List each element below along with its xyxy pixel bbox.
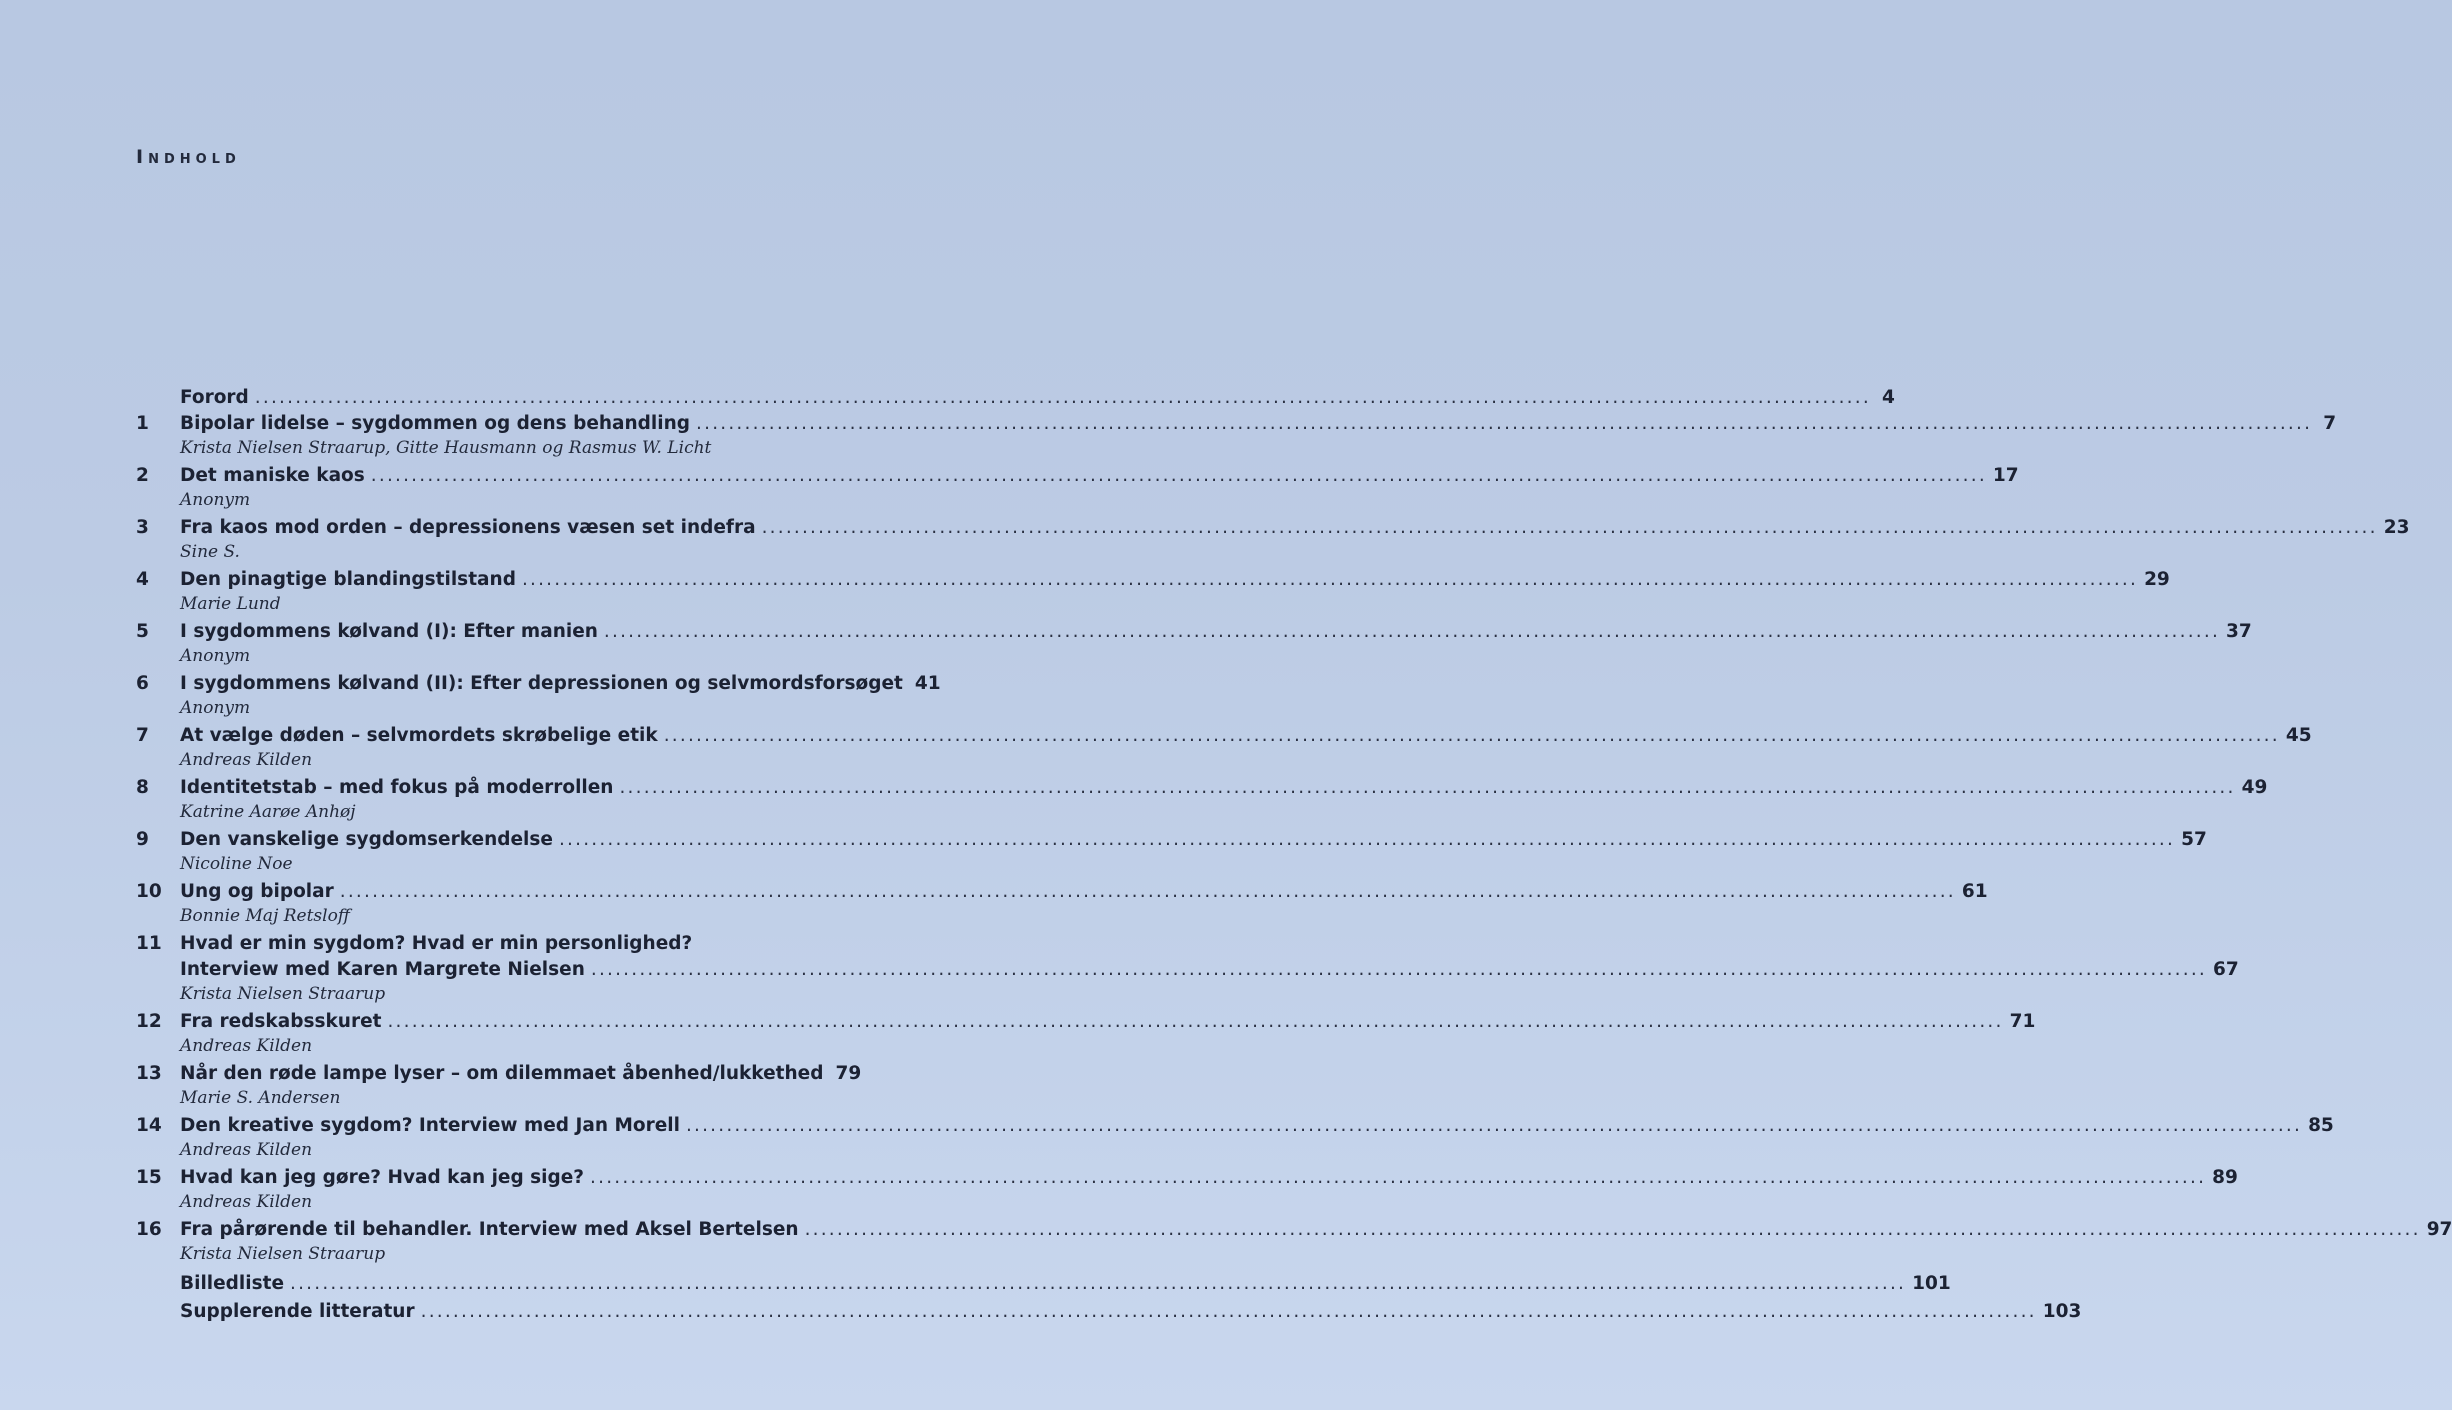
dot-leader: ........................................................................................................................................................................................................	[590, 1167, 2207, 1188]
chapter-title: Forord	[180, 387, 249, 408]
page-number: 101	[1912, 1273, 1951, 1294]
chapter-author: Sine S.	[180, 542, 240, 562]
toc-entry	[136, 567, 2170, 619]
page-number: 57	[2181, 829, 2207, 850]
dot-leader: ........................................................................................................................................................................................................	[761, 517, 2378, 538]
chapter-title: Identitetstab – med fokus på moderrollen	[180, 777, 614, 798]
toc-entry	[136, 1165, 2238, 1217]
chapter-author: Andreas Kilden	[180, 1140, 313, 1160]
chapter-number: 8	[136, 777, 149, 798]
dot-leader: ........................................................................................................................................................................................................	[370, 465, 1987, 486]
chapter-title: Hvad kan jeg gøre? Hvad kan jeg sige?	[180, 1167, 585, 1188]
chapter-author: Krista Nielsen Straarup, Gitte Hausmann og Rasmus W. Licht	[180, 438, 712, 458]
chapter-author: Anonym	[180, 698, 251, 718]
dot-leader: ........................................................................................................................................................................................................	[387, 1011, 2004, 1032]
chapter-author: Andreas Kilden	[180, 1192, 313, 1212]
chapter-author: Bonnie Maj Retsloff	[180, 906, 350, 926]
page-number: 67	[2212, 959, 2239, 980]
chapter-title: At vælge døden – selvmordets skrøbelige etik	[180, 725, 658, 746]
chapter-number: 6	[136, 673, 149, 694]
chapter-title: Det maniske kaos	[180, 465, 365, 486]
page-number: 89	[2212, 1167, 2238, 1188]
page-number: 79	[835, 1063, 862, 1084]
chapter-number: 5	[136, 621, 149, 642]
chapter-title: Hvad er min sygdom? Hvad er min personlighed?	[180, 933, 693, 954]
toc-entry	[136, 723, 2312, 775]
chapter-title: Billedliste	[180, 1273, 284, 1294]
toc-entry	[136, 1271, 1951, 1297]
chapter-author: Andreas Kilden	[180, 750, 313, 770]
toc-entry	[136, 463, 2019, 515]
page-number: 41	[914, 673, 941, 694]
toc-entry	[136, 1299, 2082, 1325]
table-of-contents	[136, 385, 2452, 1325]
toc-entry	[136, 775, 2268, 827]
toc-entry	[136, 931, 2239, 1009]
toc-entry	[136, 1009, 2036, 1061]
dot-leader: ........................................................................................................................................................................................................	[663, 725, 2280, 746]
toc-entry	[136, 1217, 2452, 1269]
toc-entry	[136, 385, 1895, 411]
page-number: 85	[2308, 1115, 2334, 1136]
chapter-number: 13	[136, 1063, 162, 1084]
page-number: 61	[1961, 881, 1988, 902]
chapter-number: 3	[136, 517, 149, 538]
chapter-author: Krista Nielsen Straarup	[180, 984, 386, 1004]
chapter-title: I sygdommens kølvand (I): Efter manien	[180, 621, 598, 642]
chapter-number: 12	[136, 1011, 162, 1032]
chapter-title: Supplerende litteratur	[180, 1301, 415, 1322]
chapter-title: I sygdommens kølvand (II): Efter depressionen og selvmordsforsøget	[180, 673, 903, 694]
chapter-number: 2	[136, 465, 149, 486]
dot-leader: ........................................................................................................................................................................................................	[290, 1273, 1907, 1294]
page-number: 23	[2383, 517, 2410, 538]
toc-entry	[136, 827, 2207, 879]
dot-leader: ........................................................................................................................................................................................................	[420, 1301, 2037, 1322]
chapter-title-continued: Interview med Karen Margrete Nielsen	[180, 959, 585, 980]
page-number: 37	[2226, 621, 2252, 642]
dot-leader: ........................................................................................................................................................................................................	[804, 1219, 2421, 1240]
page-number: 71	[2009, 1011, 2036, 1032]
dot-leader: ........................................................................................................................................................................................................	[521, 569, 2139, 590]
dot-leader: ........................................................................................................................................................................................................	[603, 621, 2221, 642]
dot-leader: ........................................................................................................................................................................................................	[685, 1115, 2303, 1136]
page-number: 103	[2042, 1301, 2082, 1322]
chapter-title: Fra kaos mod orden – depressionens væsen set indefra	[180, 517, 756, 538]
chapter-author: Anonym	[180, 646, 251, 666]
chapter-title: Den vanskelige sygdomserkendelse	[180, 829, 553, 850]
page-number: 7	[2323, 413, 2337, 434]
page-number: 97	[2426, 1219, 2452, 1240]
chapter-title: Den pinagtige blandingstilstand	[180, 569, 516, 590]
chapter-author: Marie S. Andersen	[180, 1088, 341, 1108]
chapter-number: 4	[136, 569, 149, 590]
dot-leader: ........................................................................................................................................................................................................	[339, 881, 1956, 902]
chapter-author: Andreas Kilden	[180, 1036, 313, 1056]
chapter-author: Anonym	[180, 490, 251, 510]
chapter-author: Nicoline Noe	[180, 854, 293, 874]
chapter-number: 16	[136, 1219, 162, 1240]
chapter-title: Den kreative sygdom? Interview med Jan Morell	[180, 1115, 680, 1136]
chapter-number: 7	[136, 725, 149, 746]
chapter-title: Fra pårørende til behandler. Interview med Aksel Bertelsen	[180, 1219, 799, 1240]
page-number: 17	[1992, 465, 2019, 486]
page-title: Indhold	[136, 146, 241, 168]
toc-entry	[136, 1113, 2334, 1165]
chapter-author: Katrine Aarøe Anhøj	[180, 802, 356, 822]
dot-leader: ........................................................................................................................................................................................................	[558, 829, 2176, 850]
page-number: 4	[1882, 387, 1895, 408]
chapter-title: Ung og bipolar	[180, 881, 334, 902]
dot-leader: ........................................................................................................................................................................................................	[619, 777, 2236, 798]
toc-entry	[136, 671, 941, 723]
toc-entry	[136, 619, 2252, 671]
chapter-number: 14	[136, 1115, 162, 1136]
page-number: 49	[2241, 777, 2268, 798]
dot-leader: ........................................................................................................................................................................................................	[590, 959, 2207, 980]
toc-entry	[136, 411, 2337, 463]
toc-entry	[136, 515, 2410, 567]
chapter-number: 15	[136, 1167, 162, 1188]
chapter-title: Når den røde lampe lyser – om dilemmaet åbenhed/lukkethed	[180, 1063, 824, 1084]
page-number: 45	[2285, 725, 2312, 746]
toc-entry	[136, 1061, 862, 1113]
chapter-author: Marie Lund	[180, 594, 281, 614]
chapter-author: Krista Nielsen Straarup	[180, 1244, 386, 1264]
chapter-number: 11	[136, 933, 162, 954]
page-number: 29	[2144, 569, 2170, 590]
chapter-title: Fra redskabsskuret	[180, 1011, 382, 1032]
chapter-number: 1	[136, 413, 149, 434]
chapter-title: Bipolar lidelse – sygdommen og dens behandling	[180, 413, 691, 434]
chapter-number: 10	[136, 881, 162, 902]
chapter-number: 9	[136, 829, 149, 850]
dot-leader: ........................................................................................................................................................................................................	[254, 387, 1871, 408]
dot-leader: ........................................................................................................................................................................................................	[696, 413, 2313, 434]
toc-entry	[136, 879, 1988, 931]
